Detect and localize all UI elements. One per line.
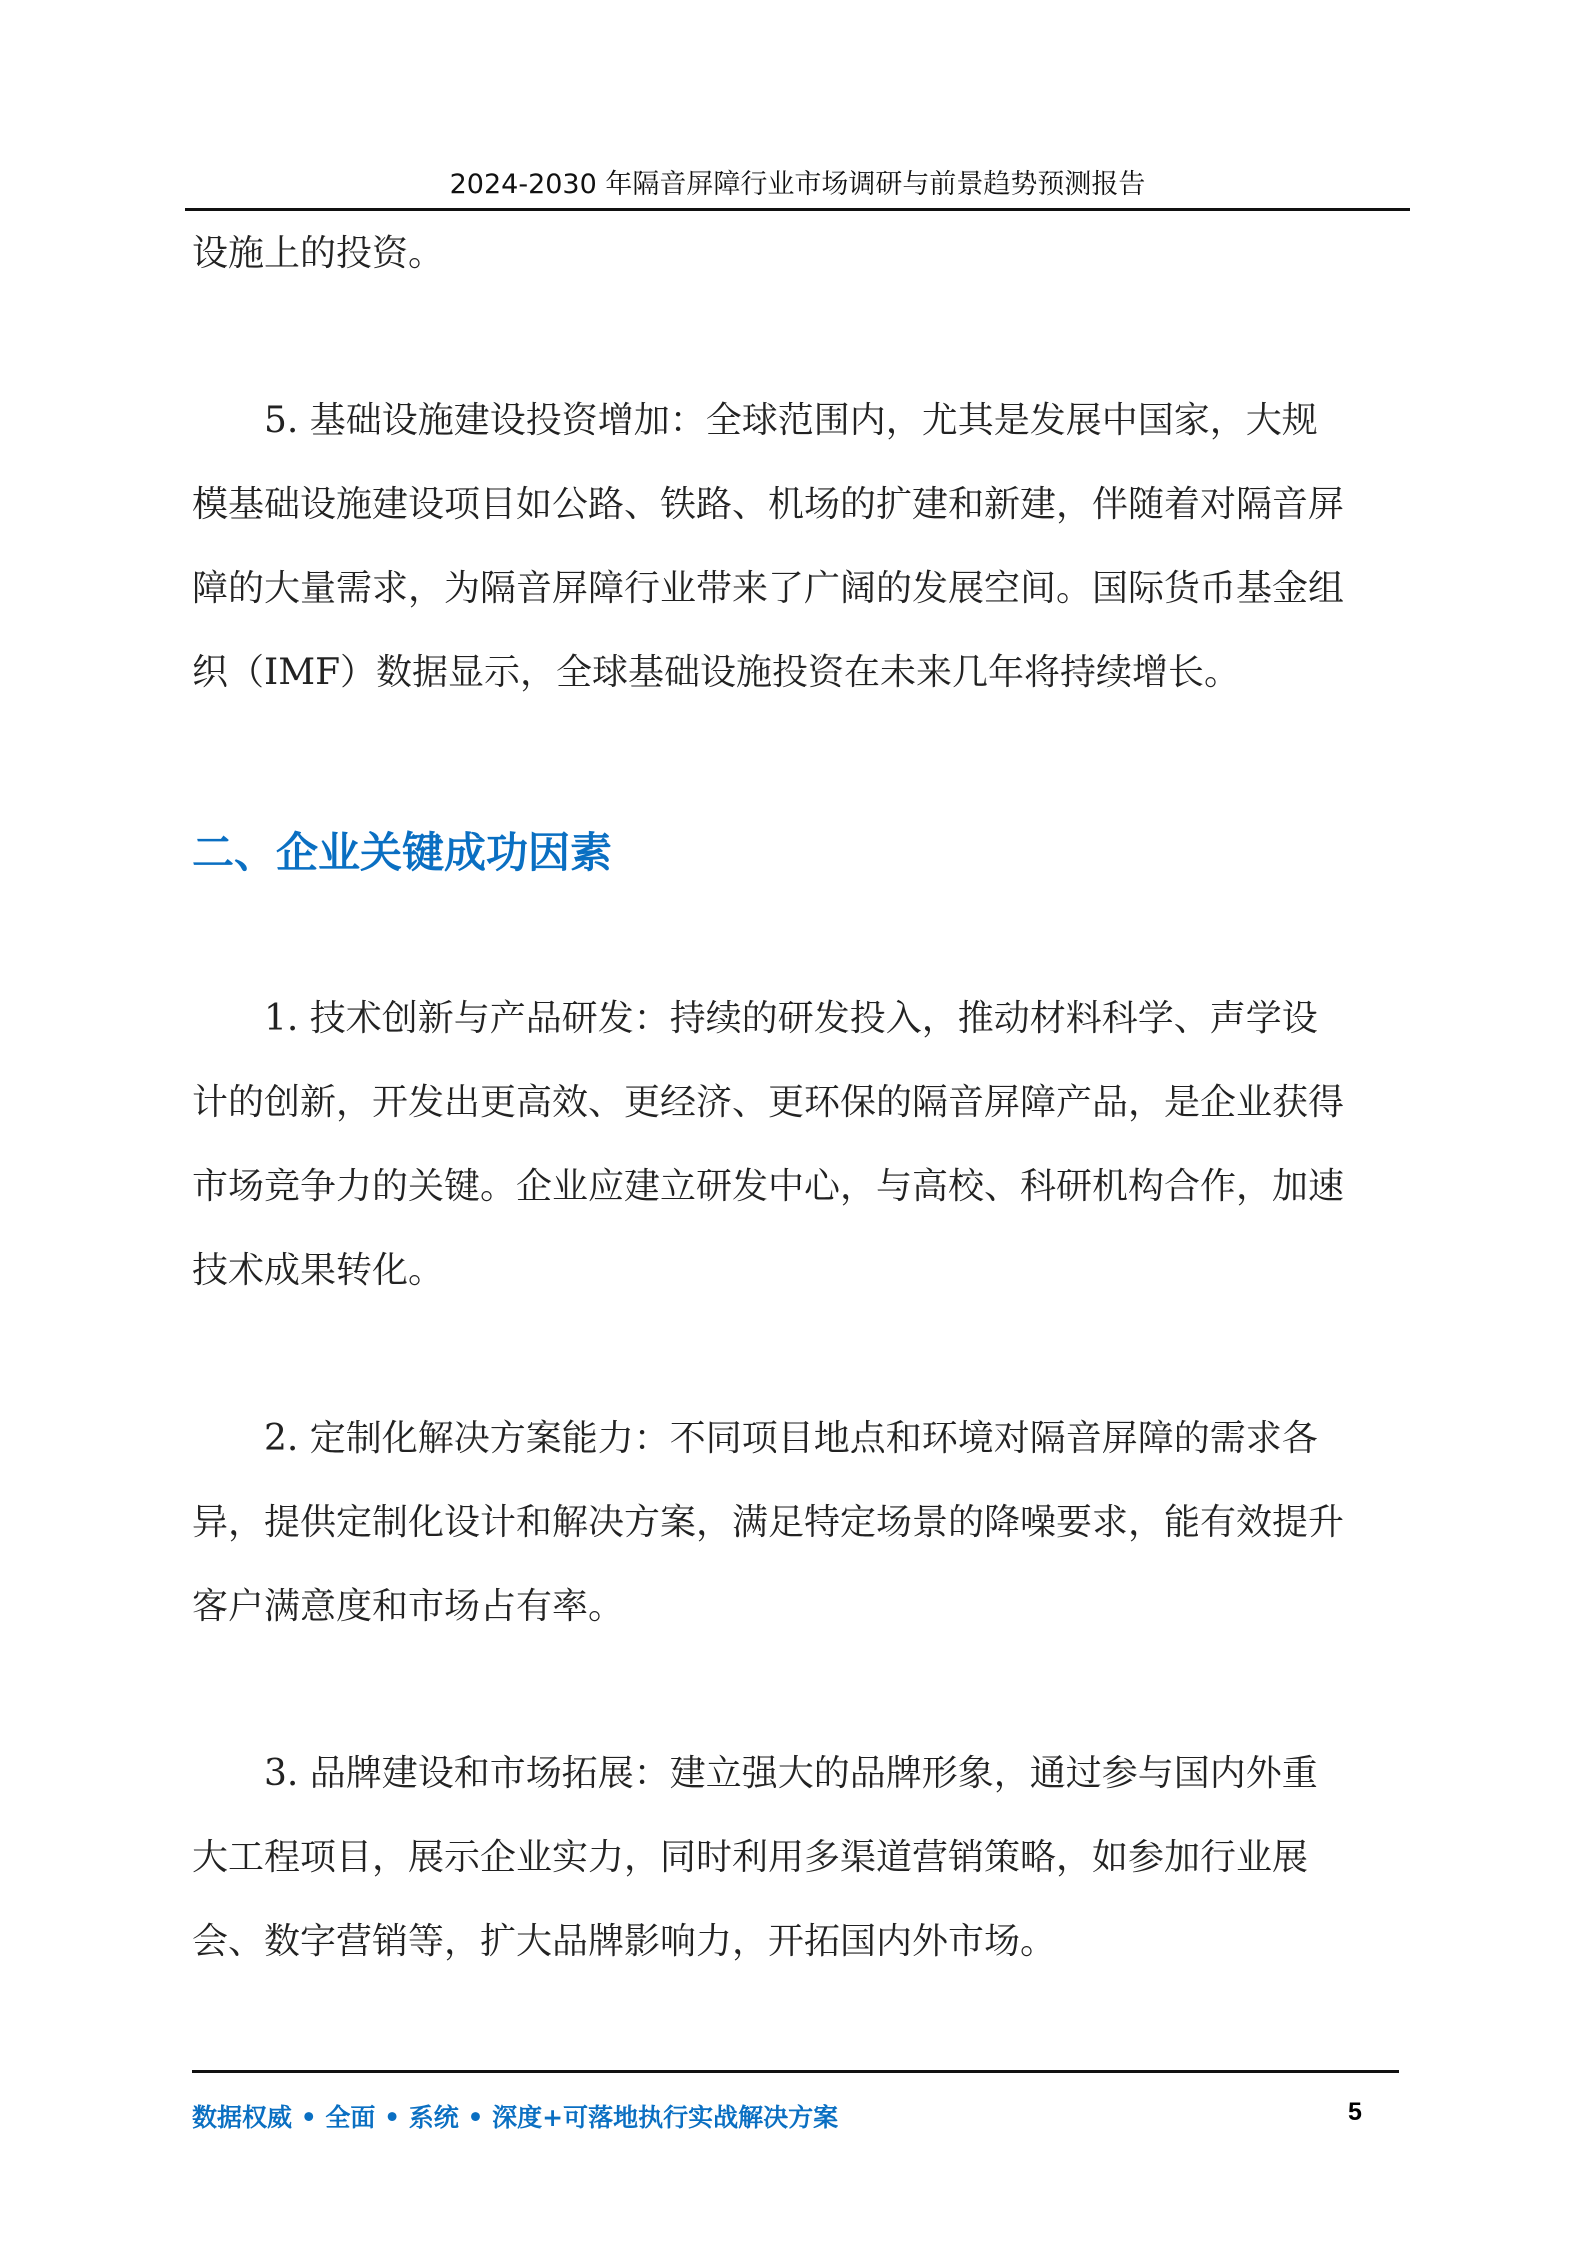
text-line: 模基础设施建设项目如公路、铁路、机场的扩建和新建，伴随着对隔音屏 <box>192 484 1345 525</box>
text-line: 3. 品牌建设和市场拓展：建立强大的品牌形象，通过参与国内外重 <box>264 1753 1318 1794</box>
paragraph-item-2 <box>192 1397 1412 1649</box>
text-line: 计的创新，开发出更高效、更经济、更环保的隔音屏障产品，是企业获得 <box>192 1082 1345 1123</box>
text-line: 会、数字营销等，扩大品牌影响力，开拓国内外市场。 <box>192 1921 1057 1962</box>
header-divider <box>185 208 1410 211</box>
text-line: 障的大量需求，为隔音屏障行业带来了广阔的发展空间。国际货币基金组 <box>192 568 1345 609</box>
text-line: 市场竞争力的关键。企业应建立研发中心，与高校、科研机构合作，加速 <box>192 1166 1345 1207</box>
text-line: 异，提供定制化设计和解决方案，满足特定场景的降噪要求，能有效提升 <box>192 1502 1345 1543</box>
paragraph-item-5 <box>192 379 1412 715</box>
footer-slogan: 数据权威 • 全面 • 系统 • 深度+可落地执行实战解决方案 <box>192 2103 839 2132</box>
paragraph-item-3 <box>192 1732 1412 1984</box>
text-line: 织（IMF）数据显示，全球基础设施投资在未来几年将持续增长。 <box>192 652 1241 693</box>
footer-divider <box>192 2070 1399 2073</box>
paragraph-continuation <box>192 212 1412 296</box>
text-line: 大工程项目，展示企业实力，同时利用多渠道营销策略，如参加行业展 <box>192 1837 1309 1878</box>
page-header-title: 2024-2030 年隔音屏障行业市场调研与前景趋势预测报告 <box>449 169 1146 200</box>
text-line: 1. 技术创新与产品研发：持续的研发投入，推动材料科学、声学设 <box>264 998 1318 1039</box>
text-line: 5. 基础设施建设投资增加：全球范围内，尤其是发展中国家，大规 <box>264 400 1318 441</box>
section-heading: 二、企业关键成功因素 <box>192 828 613 877</box>
text-line: 设施上的投资。 <box>192 233 445 274</box>
paragraph-item-1 <box>192 977 1412 1313</box>
page-number: 5 <box>1348 2098 1362 2126</box>
text-line: 技术成果转化。 <box>192 1250 445 1291</box>
text-line: 客户满意度和市场占有率。 <box>192 1586 625 1627</box>
text-line: 2. 定制化解决方案能力：不同项目地点和环境对隔音屏障的需求各 <box>264 1418 1318 1459</box>
